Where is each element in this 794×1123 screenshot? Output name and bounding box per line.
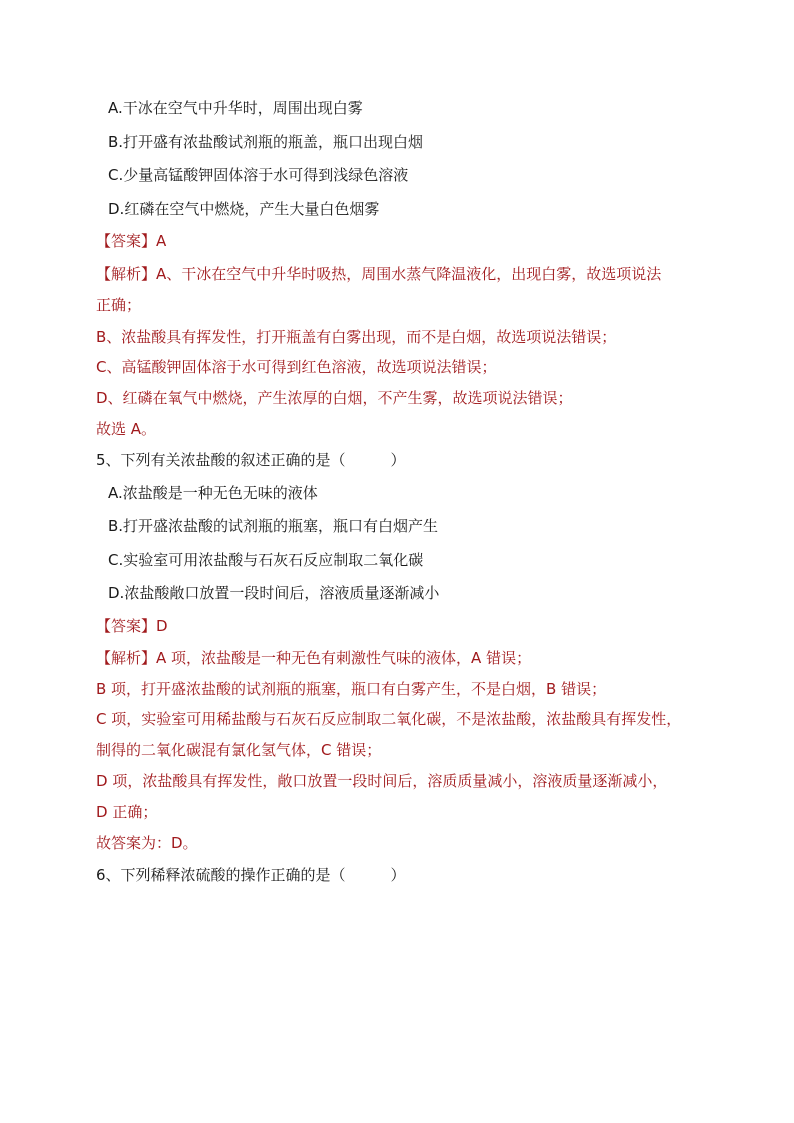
q5-option-b: B.打开盛浓盐酸的试剂瓶的瓶塞，瓶口有白烟产生 [108,517,439,535]
q5-option-d: D.浓盐酸敞口放置一段时间后，溶液质量逐渐减小 [108,584,440,602]
q5-analysis-line: 故答案为：D。 [96,834,198,852]
q4-analysis-line: 故选 A。 [96,420,157,438]
q5-answer [96,616,168,636]
q5-analysis-line: D 项，浓盐酸具有挥发性，敞口放置一段时间后，溶质质量减小，溶液质量逐渐减小， [96,772,668,790]
q5-analysis-line: 制得的二氧化碳混有氯化氢气体，C 错误； [96,741,382,759]
q4-analysis-line: C、高锰酸钾固体溶于水可得到红色溶液，故选项说法错误； [96,358,497,376]
q5-analysis-line [96,648,531,668]
q4-option-b: B.打开盛有浓盐酸试剂瓶的瓶盖，瓶口出现白烟 [108,133,424,151]
q4-option-a: A.干冰在空气中升华时，周围出现白雾 [108,99,363,117]
analysis-label: 【解析】 [96,649,157,667]
q4-analysis-line: 正确； [96,296,142,314]
q4-analysis-line: B、浓盐酸具有挥发性，打开瓶盖有白雾出现，而不是白烟，故选项说法错误； [96,328,617,346]
q5-analysis-line: B 项，打开盛浓盐酸的试剂瓶的瓶塞，瓶口有白雾产生，不是白烟，B 错误； [96,680,607,698]
q5-analysis-line: C 项，实验室可用稀盐酸与石灰石反应制取二氧化碳，不是浓盐酸，浓盐酸具有挥发性， [96,710,682,728]
q4-option-d: D.红磷在空气中燃烧，产生大量白色烟雾 [108,200,380,218]
answer-value: A [156,232,167,250]
q4-answer [96,231,166,251]
q4-option-c: C.少量高锰酸钾固体溶于水可得到浅绿色溶液 [108,166,409,184]
q6-stem: 6、下列稀释浓硫酸的操作正确的是（ ） [96,866,406,884]
answer-label: 【答案】 [96,232,157,250]
answer-label: 【答案】 [96,617,157,635]
answer-value: D [156,617,168,635]
q4-analysis-line: D、红磷在氧气中燃烧，产生浓厚的白烟，不产生雾，故选项说法错误； [96,389,573,407]
q5-option-a: A.浓盐酸是一种无色无味的液体 [108,484,318,502]
analysis-text: A 项，浓盐酸是一种无色有刺激性气味的液体，A 错误； [156,649,532,667]
q5-stem: 5、下列有关浓盐酸的叙述正确的是（ ） [96,451,406,469]
analysis-label: 【解析】 [96,265,157,283]
q5-option-c: C.实验室可用浓盐酸与石灰石反应制取二氧化碳 [108,551,424,569]
analysis-text: A、干冰在空气中升华时吸热，周围水蒸气降温液化，出现白雾，故选项说法 [156,265,662,283]
q5-analysis-line: D 正确； [96,803,158,821]
q4-analysis-line [96,264,661,284]
